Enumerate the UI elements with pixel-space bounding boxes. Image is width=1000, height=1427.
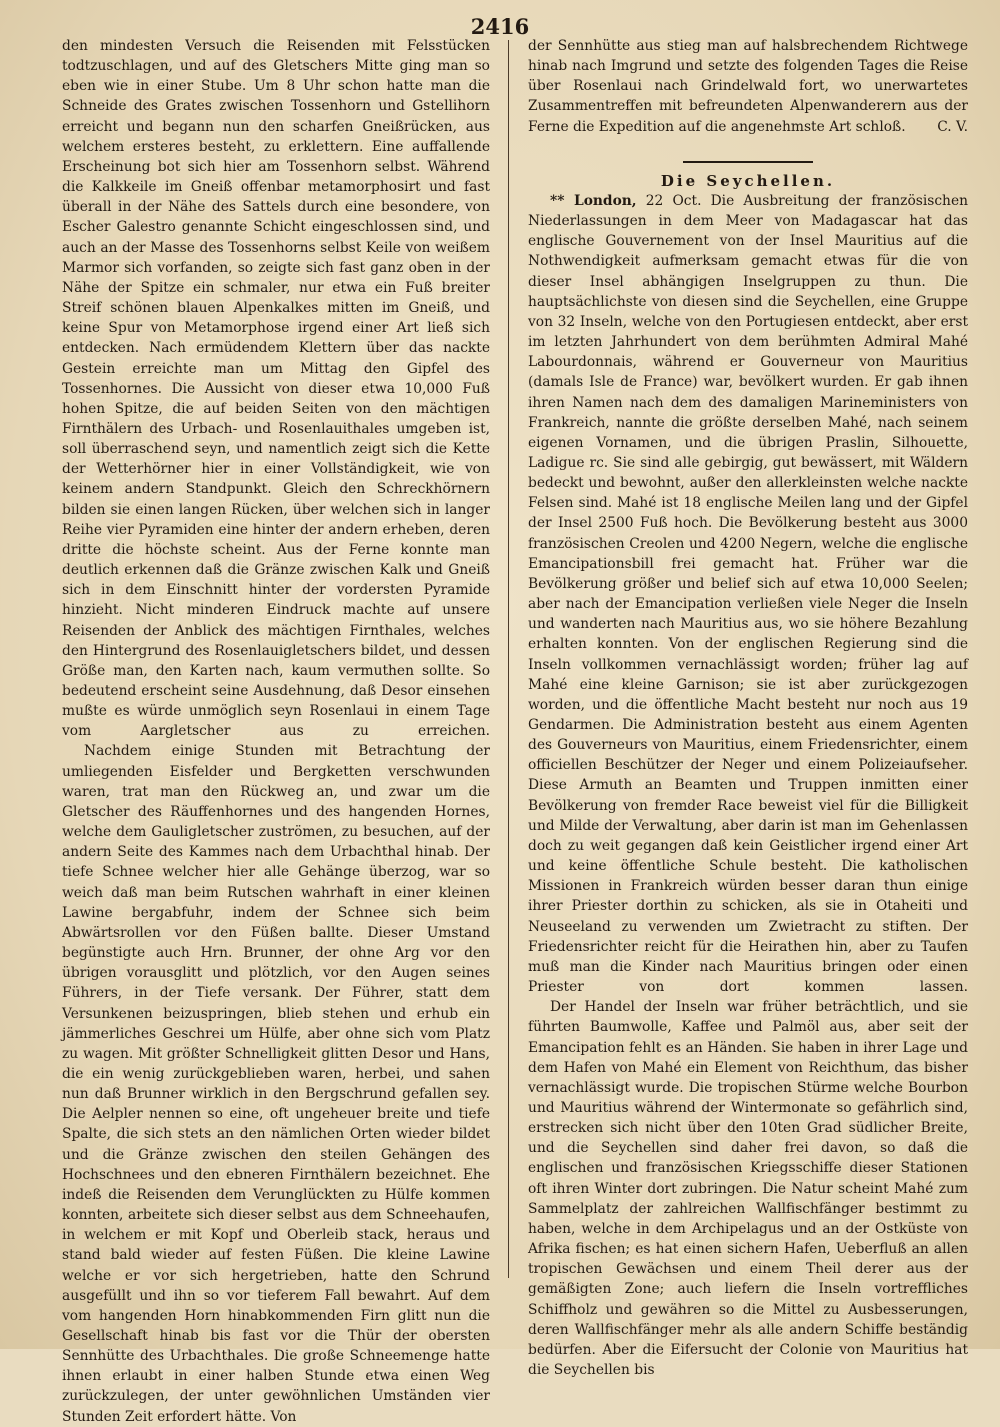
page-number: 2416 [470,14,530,39]
article-heading: Die Seychellen. [660,171,836,190]
author-signature: C. V. [937,118,968,135]
article-separator [683,161,813,163]
right-paragraph-2: Der Handel der Inseln war früher beträchtlich, und sie führten Baumwolle, Kaffee und Palmöl aus, aber seit der Emancipation fehlt es an Händen. Sie haben in ihrer Lage und dem Hafen von Mahé ein Element von Reichthum, das bisher vernachlässigt wurde. Die tropischen Stürme welche Bourbon und Mauritius während der Wintermonate so gefährlich sind, erstrecken sich nicht über den 10ten Grad südlicher Breite, und die Seychellen sind daher frei davon, so daß die englischen und französischen Kriegsschiffe dieser Stationen oft ihren Winter dort zubringen. Die Natur scheint Mahé zum Sammelplatz der zahlreichen Wallfischfänger bestimmt zu haben, welche in dem Archipelagus und an der Ostküste von Afrika fischen; es hat einen sichern Hafen, Ueberfluß an allen tropischen Gewächsen und einem Theil derer aus der gemäßigten Zone; auch liefern die Inseln vortreffliches Schiffholz und gewähren so die Mittel zu Ausbesserungen, deren Wallfischfänger mehr als alle andern Schiffe beständig bedürfen. Aber die Eifersucht der Colonie von Mauritius hat die Seychellen bis [528,999,968,1378]
right-paragraph-1-text: 22 Oct. Die Ausbreitung der französischen Niederlassungen in dem Meer von Madagascar hat das englische Gouvernement von der Insel Mauritius auf die Nothwendigkeit aufmerksam gemacht etwas für die von dieser Insel abhängigen Inselgruppen zu thun. Die hauptsächlichste von diesen sind die Seychellen, eine Gruppe von 32 Inseln, welche von den Portugiesen entdeckt, aber erst im letzten Jahrhundert von dem berühmten Admiral Mahé Labourdonnais, während er Gouverneur von Mauritius (damals Isle de France) war, bevölkert wurden. Er gab ihnen ihren Namen nach dem des damaligen Marineministers von Frankreich, nannte die größte derselben Mahé, nach seinem eigenen Vornamen, und die übrigen Praslin, Silhouette, Ladigue rc. Sie sind alle gebirgig, gut bewässert, mit Wäldern bedeckt und bewohnt, außer den allerkleinsten welche nackte Felsen sind. Mahé ist 18 englische Meilen lang und der Gipfel der Insel 2500 Fuß hoch. Die Bevölkerung besteht aus 3000 französischen Creolen und 4200 Negern, welche die englische Emancipationsbill frei gemacht hat. Früher war die Bevölkerung größer und belief sich auf etwa 10,000 Seelen; aber nach der Emancipation verließen viele Neger die Inseln und wanderten nach Mauritius aus, wo sie höhere Bezahlung erhalten konnten. Von der englischen Regierung sind die Inseln vollkommen vernachlässigt worden; früher lag auf Mahé eine kleine Garnison; sie ist aber zurückgezogen worden, und die öffentliche Macht besteht nur noch aus 19 Gendarmen. Die Administration besteht aus einem Agenten des Gouverneurs von Mauritius, einem Friedensrichter, einem officiellen Beschützer der Neger und einem Polizeiaufseher. Diese Armuth an Beamten und Truppen inmitten einer Bevölkerung von fremder Race beweist viel für die Billigkeit und Milde der Verwaltung, aber darin ist man im Gehenlassen doch zu weit gegangen daß kein Geistlicher irgend einer Art und keine öffentliche Schule besteht. Die katholischen Missionen in Frankreich würden besser daran thun einige ihrer Priester dorthin zu schicken, als sie in Otaheiti und Neuseeland zu verwenden um Zwietracht zu stiften. Der Friedensrichter reicht für die Heirathen hin, aber zu Taufen muß man die Kinder nach Mauritius bringen oder einen Priester von dort kommen lassen. [528,192,968,996]
right-paragraph-1 [528,191,968,997]
right-paragraph-continued [528,36,968,137]
dateline: ** London, [550,192,637,209]
left-paragraph-2: Nachdem einige Stunden mit Betrachtung der umliegenden Eisfelder und Bergketten verschwunden waren, trat man den Rückweg an, und zwar um die Gletscher des Räuffenhornes und des hangenden Hornes, welche dem Gauligletscher zuströmen, zu besuchen, auf der andern Seite des Kammes nach dem Urbachthal hinab. Der tiefe Schnee welcher hier alle Gehänge überzog, war so weich daß man beim Rutschen wahrhaft in einer kleinen Lawine bergabfuhr, indem der Schnee sich beim Abwärtsrollen vor den Füßen ballte. Dieser Umstand begünstigte auch Hrn. Brunner, der ohne Arg vor den übrigen vorausglitt und plötzlich, vor den Augen seines Führers, in der Tiefe versank. Der Führer, statt dem Versunkenen beizuspringen, blieb stehen und erhub ein jämmerliches Geschrei um Hülfe, aber ohne sich vom Platz zu wagen. Mit größter Schnelligkeit glitten Desor und Hans, die ein wenig zurückgeblieben waren, herbei, und sahen nun daß Brunner wirklich in den Bergschrund gefallen sey. Die Aelpler nennen so eine, oft ungeheuer breite und tiefe Spalte, die sich stets an den nämlichen Orten wieder bildet und die Gränze zwischen den steilen Gehängen des Hochschnees und den ebneren Firnthälern bezeichnet. Ehe indeß die Reisenden dem Verunglückten zu Hülfe kommen konnten, arbeitete sich dieser selbst aus dem Schneehaufen, in welchem er mit Kopf und Oberleib stack, heraus und stand bald wieder auf festen Füßen. Die kleine Lawine welche er vor sich hergetrieben, hatte den Schrund ausgefüllt und ihn so vor tieferem Fall bewahrt. Auf dem vom hangenden Horn hinabkommenden Firn glitt nun die Gesellschaft hinab bis fast vor die Thür der obersten Sennhütte des Urbachthales. Die große Schneemenge hatte ihnen erlaubt in einer halben Stunde etwa einen Weg zurückzulegen, der unter gewöhnlichen Umständen vier Stunden Zeit erfordert hätte. Von [62,743,490,1425]
left-paragraph-1: den mindesten Versuch die Reisenden mit Felsstücken todtzuschlagen, und auf des Gletschers Mitte ging man so eben wie in einer Stube. Um 8 Uhr schon hatte man die Schneide des Grates zwischen Tossenhorn und Gstellihorn erreicht und begann nun den scharfen Gneißrücken, aus welchem ersteres besteht, zu erklettern. Eine auffallende Erscheinung bot sich hier am Tossenhorn selbst. Während die Kalkkeile im Gneiß offenbar metamorphosirt und fast überall in der Nähe des Sattels durch eine besondere, von Escher Galestro genannte Schicht eingeschlossen sind, und auch an der Masse des Tossenhorns selbst Keile von weißem Marmor sich vorfanden, so zeigte sich fast ganz oben in der Nähe der Spitze ein schmaler, nur etwa ein Fuß breiter Streif schönen blauen Alpenkalkes mitten im Gneiß, und keine Spur von Metamorphose irgend einer Art ließ sich entdecken. Nach ermüdendem Klettern über das nackte Gestein erreichte man um Mittag den Gipfel des Tossenhornes. Die Aussicht von dieser etwa 10,000 Fuß hohen Spitze, die auf beiden Seiten von den mächtigen Firnthälern des Urbach- und Rosenlauithales umgeben ist, soll überraschend seyn, und namentlich zeigt sich die Kette der Wetterhörner hier in einer Vollständigkeit, wie von keinem andern Standpunkt. Gleich den Schreckhörnern bilden sie einen langen Rücken, über welchen sich in langer Reihe vier Pyramiden eine hinter der andern erheben, deren dritte die höchste scheint. Aus der Ferne konnte man deutlich erkennen daß die Gränze zwischen Kalk und Gneiß sich in dem Einschnitt hinter der vordersten Pyramide hinzieht. Nicht minderen Eindruck machte auf unsere Reisenden der Anblick des mächtigen Firnthales, welches den Hintergrund des Rosenlauigletschers bildet, und dessen Größe man, den Karten nach, kaum vermuthen sollte. So bedeutend erscheint seine Ausdehnung, daß Desor einsehen mußte es würde unmöglich seyn Rosenlaui in einem Tage vom Aargletscher aus zu erreichen. [62,38,490,740]
continued-text: der Sennhütte aus stieg man auf halsbrechendem Richtwege hinab nach Imgrund und setzte des folgenden Tages die Reise über Rosenlaui nach Grindelwald fort, wo unerwartetes Zusammentreffen mit befreundeten Alpenwanderern aus der Ferne die Expedition auf die angenehmste Art schloß. [528,38,968,135]
column-divider [508,40,509,1278]
right-column [528,36,968,1380]
left-column [62,36,490,1427]
